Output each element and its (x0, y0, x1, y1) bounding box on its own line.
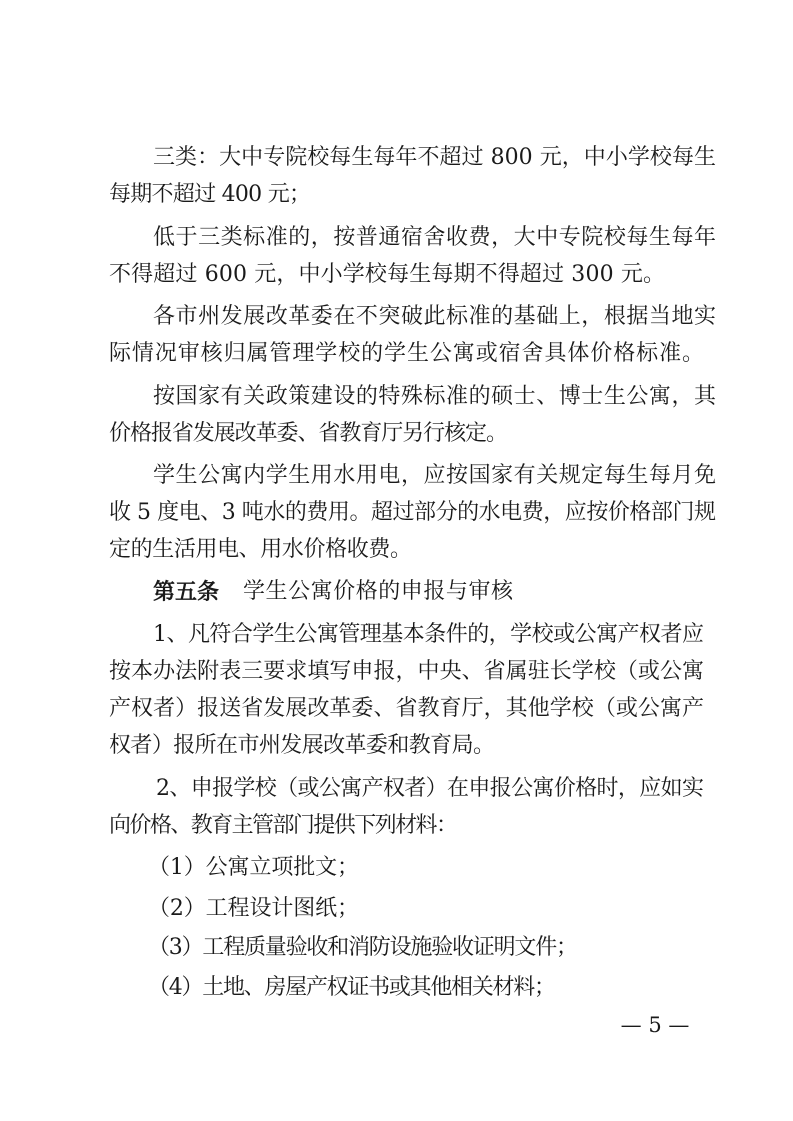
line-8 (0, 414, 793, 454)
line-16 (0, 726, 793, 766)
line-14-text: 按本办法附表三要求填写申报，中央、省属驻长学校（或公寓 (109, 659, 705, 684)
list-item-4-text: （4）土地、房屋产权证书或其他相关材料； (148, 975, 555, 1000)
line-7 (0, 377, 793, 417)
line-13 (0, 615, 793, 655)
line-5 (0, 297, 793, 337)
line-9-text: 学生公寓内学生用水用电，应按国家有关规定每生每月免 (153, 463, 717, 488)
line-11 (0, 530, 793, 570)
list-item-3 (0, 928, 793, 968)
line-5-text: 各市州发展改革委在不突破此标准的基础上，根据当地实 (153, 304, 717, 329)
line-4-text: 不得超过 600 元，中小学校每生每期不得超过 300 元。 (109, 262, 666, 287)
article-title: 学生公寓价格的申报与审核 (243, 579, 514, 604)
line-2 (0, 175, 793, 215)
line-3 (0, 218, 793, 258)
list-item-2-text: （2）工程设计图纸； (148, 896, 359, 921)
line-10 (0, 493, 793, 533)
line-15 (0, 689, 793, 729)
line-4 (0, 255, 793, 295)
line-16-text: 权者）报所在市州发展改革委和教育局。 (109, 733, 495, 758)
line-9 (0, 456, 793, 496)
list-item-4 (0, 968, 793, 1008)
line-1 (0, 138, 793, 178)
line-1-text: 三类：大中专院校每生每年不超过 800 元，中小学校每生 (153, 145, 717, 170)
line-17-text: 2、申报学校（或公寓产权者）在申报公寓价格时，应如实 (156, 776, 704, 801)
line-3-text: 低于三类标准的，按普通宿舍收费，大中专院校每生每年 (153, 225, 717, 250)
section-heading-line (0, 572, 793, 612)
line-7-text: 按国家有关政策建设的特殊标准的硕士、博士生公寓，其 (153, 384, 717, 409)
article-number: 第五条 (153, 579, 220, 605)
list-item-2 (0, 889, 793, 929)
line-2-text: 每期不超过 400 元； (109, 182, 311, 207)
list-item-3-text: （3）工程质量验收和消防设施验收证明文件； (148, 935, 577, 960)
line-15-text: 产权者）报送省发展改革委、省教育厅，其他学校（或公寓产 (109, 696, 705, 721)
line-17 (0, 769, 793, 809)
line-8-text: 价格报省发展改革委、省教育厅另行核定。 (109, 421, 507, 446)
line-6 (0, 334, 793, 374)
page-number: — 5 — (620, 1013, 690, 1037)
line-18 (0, 806, 793, 846)
list-item-1-text: （1）公寓立项批文； (148, 855, 359, 880)
line-18-text: 向价格、教育主管部门提供下列材料： (109, 813, 457, 838)
line-10-text: 收 5 度电、3 吨水的费用。超过部分的水电费，应按价格部门规 (109, 500, 716, 525)
line-13-text: 1、凡符合学生公寓管理基本条件的，学校或公寓产权者应 (153, 622, 704, 647)
line-14 (0, 652, 793, 692)
line-6-text: 际情况审核归属管理学校的学生公寓或宿舍具体价格标准。 (109, 341, 705, 366)
line-11-text: 定的生活用电、用水价格收费。 (109, 537, 412, 562)
list-item-1 (0, 848, 793, 888)
